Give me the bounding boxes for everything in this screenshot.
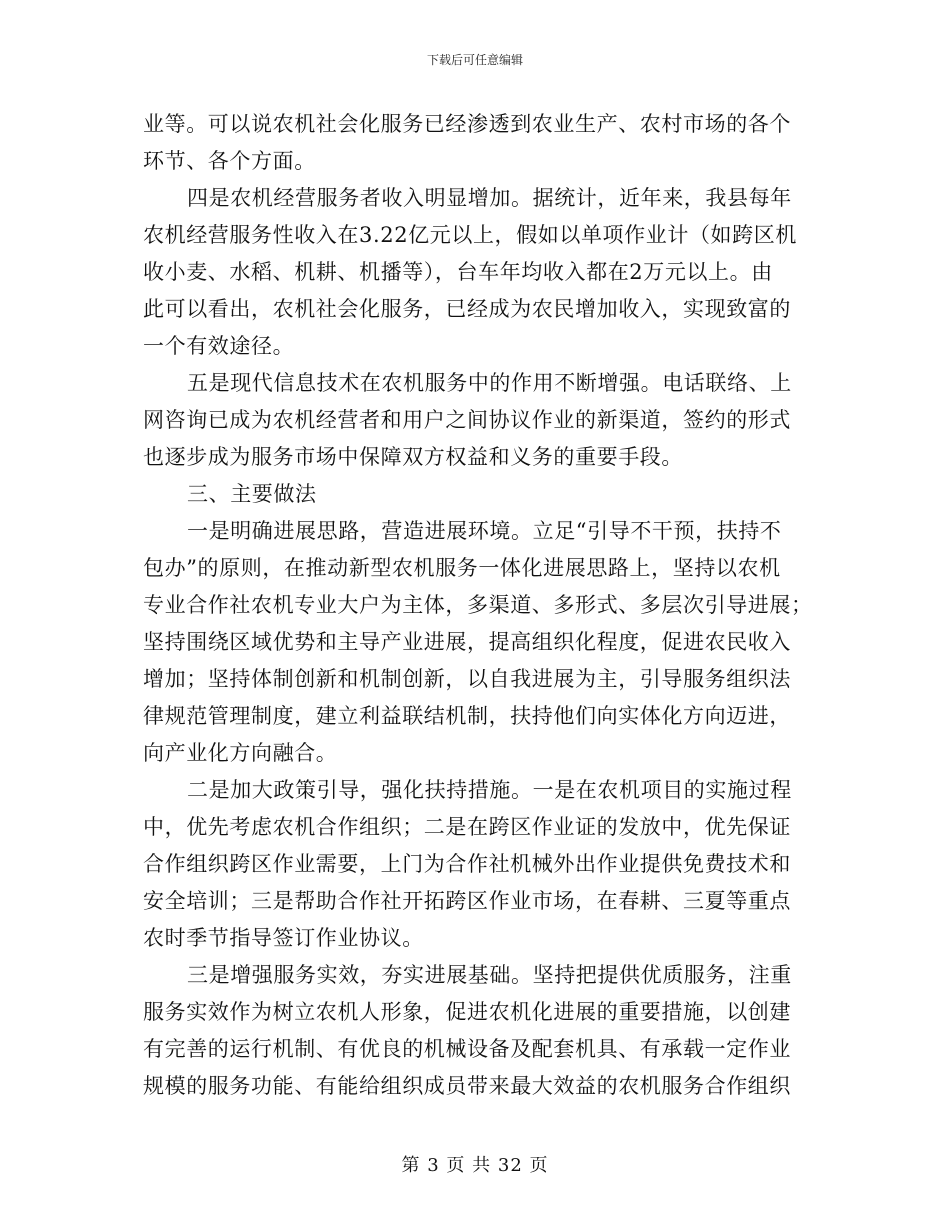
paragraph-start-line: 四是农机经营服务者收入明显增加。据统计，近年来，我县每年 [187, 186, 792, 210]
paragraph-start-line: 一是明确进展思路，营造进展环境。立足“引导不干预，扶持不 [187, 519, 782, 543]
text-line: 农机经营服务性收入在3.22亿元以上，假如以单项作业计（如跨区机 [143, 223, 797, 247]
footer-suffix: 页 [529, 1155, 549, 1176]
text-line: 有完善的运行机制、有优良的机械设备及配套机具、有承载一定作业 [143, 1037, 791, 1061]
text-line: 环节、各个方面。 [143, 149, 316, 173]
text-line: 收小麦、水稻、机耕、机播等），台车年均收入都在2万元以上。由 [143, 260, 773, 284]
text-line: 农时季节指导签订作业协议。 [143, 926, 424, 950]
text-line: 律规范管理制度，建立利益联结机制，扶持他们向实体化方向迈进， [143, 704, 791, 728]
paragraph-start-line: 二是加大政策引导，强化扶持措施。一是在农机项目的实施过程 [187, 778, 792, 802]
section-heading: 三、主要做法 [187, 482, 317, 506]
text-line: 业等。可以说农机社会化服务已经渗透到农业生产、农村市场的各个 [143, 112, 791, 136]
text-line: 规模的服务功能、有能给组织成员带来最大效益的农机服务合作组织 [143, 1074, 791, 1098]
text-line: 专业合作社农机专业大户为主体，多渠道、多形式、多层次引导进展； [143, 593, 813, 617]
text-line: 服务实效作为树立农机人形象，促进农机化进展的重要措施，以创建 [143, 1000, 791, 1024]
text-line: 增加；坚持体制创新和机制创新，以自我进展为主，引导服务组织法 [143, 667, 791, 691]
text-line: 也逐步成为服务市场中保障双方权益和义务的重要手段。 [143, 445, 683, 469]
text-line: 中，优先考虑农机合作组织；二是在跨区作业证的发放中，优先保证 [143, 815, 791, 839]
text-line: 安全培训；三是帮助合作社开拓跨区作业市场，在春耕、三夏等重点 [143, 889, 791, 913]
paragraph-start-line: 五是现代信息技术在农机服务中的作用不断增强。电话联络、上 [187, 371, 792, 395]
text-line: 合作组织跨区作业需要，上门为合作社机械外出作业提供免费技术和 [143, 852, 791, 876]
text-line: 一个有效途径。 [143, 334, 295, 358]
text-line: 包办”的原则，在推动新型农机服务一体化进展思路上，坚持以农机 [143, 556, 781, 580]
document-body [143, 106, 813, 1105]
page-header: 下载后可任意编辑 [426, 53, 523, 67]
current-page-number: 3 [427, 1155, 440, 1176]
footer-prefix: 第 [401, 1155, 421, 1176]
page-footer [0, 1154, 950, 1178]
text-line: 此可以看出，农机社会化服务，已经成为农民增加收入，实现致富的 [143, 297, 791, 321]
text-line: 网咨询已成为农机经营者和用户之间协议作业的新渠道，签约的形式 [143, 408, 791, 432]
total-page-count: 32 [497, 1155, 523, 1176]
footer-middle: 页 共 [446, 1155, 492, 1176]
text-line: 向产业化方向融合。 [143, 741, 338, 765]
text-line: 坚持围绕区域优势和主导产业进展，提高组织化程度，促进农民收入 [143, 630, 791, 654]
paragraph-start-line: 三是增强服务实效，夯实进展基础。坚持把提供优质服务，注重 [187, 963, 792, 987]
